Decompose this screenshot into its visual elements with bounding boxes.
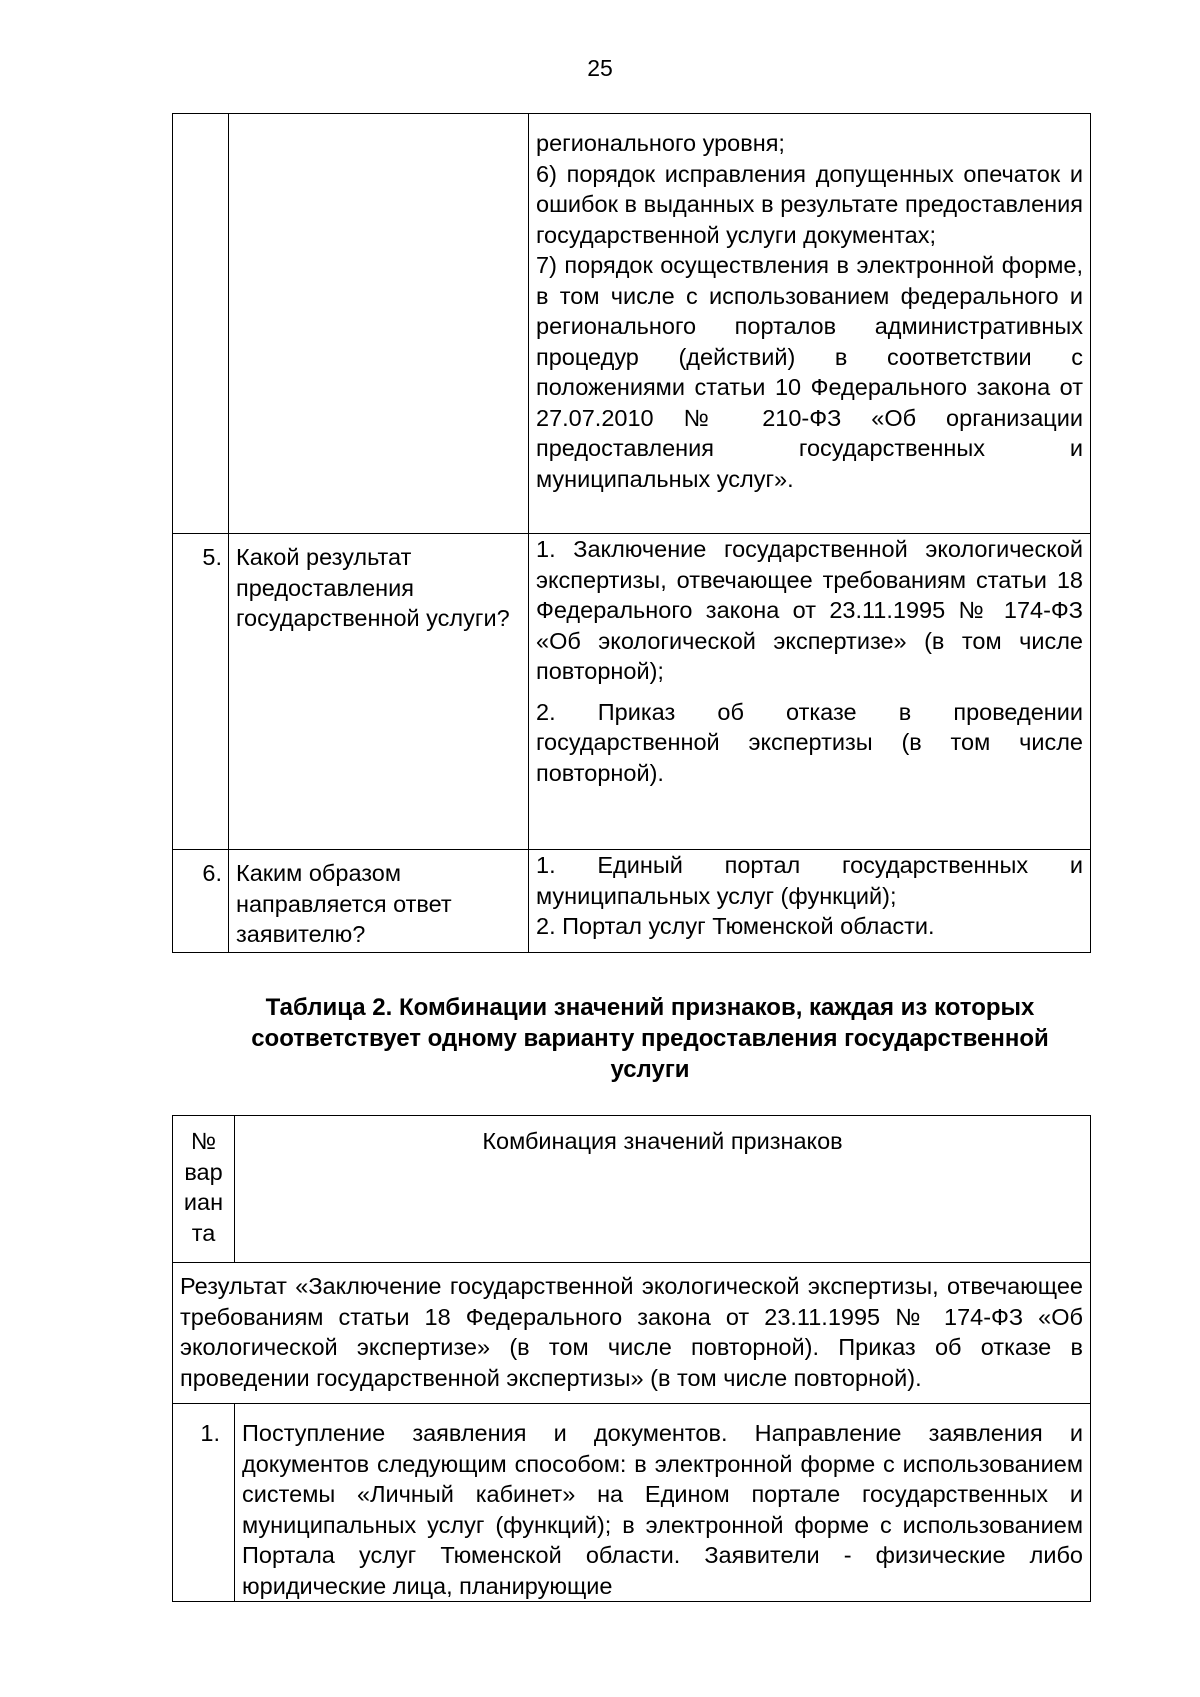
answer-line: регионального уровня; [536, 130, 785, 156]
table-row [173, 114, 1091, 534]
answer-cell [529, 534, 1091, 850]
caption-line: Таблица 2. Комбинации значений признаков, каждая из которых [265, 994, 1035, 1021]
answer-cell [529, 850, 1091, 953]
header-line: та [191, 1219, 216, 1246]
table-caption [200, 992, 1100, 1085]
result-group-cell: Результат «Заключение государственной экологической экспертизы, отвечающее требованиям статьи 18 Федерального закона от 23.11.1995 № 174-ФЗ «Об экологической экспертизе» (в том числе повторной). Приказ об отказе в проведении государственной экспертизы» (в том числе повторной). [173, 1263, 1091, 1404]
results-table [172, 113, 1091, 953]
answer-item-2: 2. Портал услуг Тюменской области. [536, 913, 935, 939]
table-row [173, 1404, 1091, 1602]
row-number-cell [173, 114, 229, 534]
table-header-row [173, 1116, 1091, 1263]
table-row [173, 850, 1091, 953]
table-row [173, 1263, 1091, 1404]
answer-item-2: 2. Приказ об отказе в проведении государственной экспертизы (в том числе повторной). [536, 698, 1083, 786]
page-number: 25 [587, 55, 613, 81]
answer-item-1: 1. Заключение государственной экологической экспертизы, отвечающее требованиям статьи 18 Федерального закона от 23.11.1995 № 174-ФЗ «Об экологической экспертизе» (в том числе повторной); [536, 536, 1083, 684]
header-line: иан [183, 1189, 224, 1215]
variant-description-cell: Поступление заявления и документов. Направление заявления и документов следующим способом: в электронной форме с использованием системы «Личный кабинет» на Едином портале государственных и муниципальных услуг (функций); в электронной форме с использованием Портала услуг Тюменской области. Заявители - физические либо юридические лица, планирующие [235, 1404, 1091, 1602]
question-cell [229, 114, 529, 534]
caption-line: соответствует одному варианту предоставления государственной [251, 1025, 1049, 1052]
header-line: № [190, 1128, 217, 1154]
question-cell: Какой результат предоставления государственной услуги? [229, 534, 529, 850]
combination-header: Комбинация значений признаков [235, 1116, 1091, 1263]
table-row [173, 534, 1091, 850]
variant-number-header [173, 1116, 235, 1263]
answer-item-7: 7) порядок осуществления в электронной форме, в том числе с использованием федерального и регионального порталов административных процедур (действий) в соответствии с положениями статьи 10 Федерального закона от 27.07.2010 № 210-ФЗ «Об организации предоставления государственных и муниципальных услуг». [536, 252, 1083, 492]
row-number-cell: 6. [173, 850, 229, 953]
caption-line: услуги [610, 1056, 690, 1083]
combinations-table [172, 1115, 1091, 1602]
question-cell: Каким образом направляется ответ заявителю? [229, 850, 529, 953]
row-number-cell: 5. [173, 534, 229, 850]
variant-number-cell: 1. [173, 1404, 235, 1602]
header-line: вар [184, 1158, 223, 1185]
answer-item-6: 6) порядок исправления допущенных опечаток и ошибок в выданных в результате предоставления государственной услуги документах; [536, 160, 1083, 248]
answer-cell [529, 114, 1091, 534]
answer-item-1: 1. Единый портал государственных и муниципальных услуг (функций); [536, 852, 1083, 909]
